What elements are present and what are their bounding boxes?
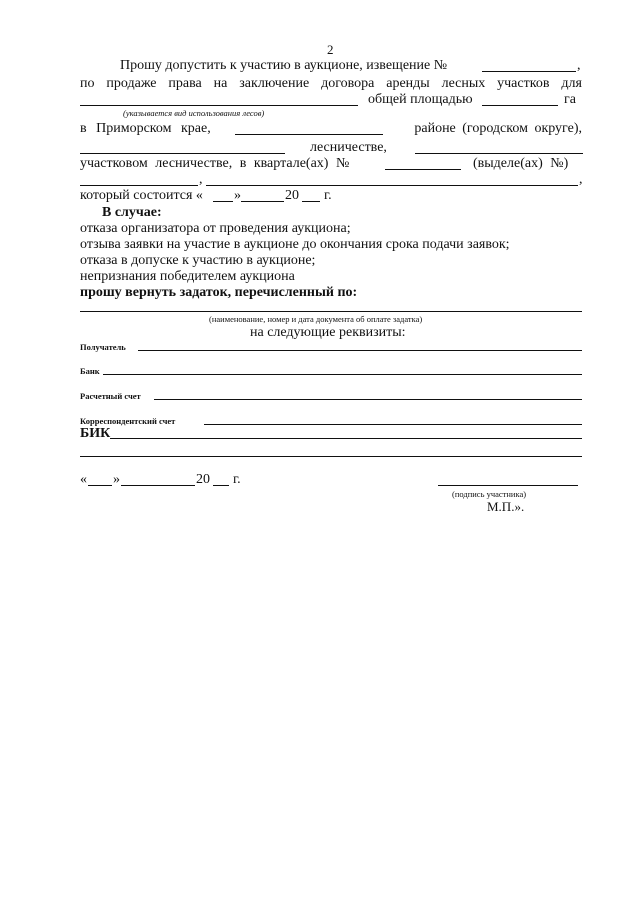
sign-month-field[interactable] <box>121 485 195 486</box>
word: заключение <box>239 76 310 91</box>
sign-year-suffix: г. <box>233 472 241 487</box>
case-item: отзыва заявки на участие в аукционе до окончания срока подачи заявок; <box>80 237 510 252</box>
comma: , <box>579 172 583 187</box>
case-item: непризнания победителем аукциона <box>80 269 295 284</box>
word: права <box>168 76 202 91</box>
sign-day-field[interactable] <box>88 485 112 486</box>
forest-use-hint: (указывается вид использования лесов) <box>123 108 265 118</box>
corr-account-field[interactable] <box>204 424 582 425</box>
year-prefix: 20 <box>285 188 299 203</box>
word: лесных <box>441 76 486 91</box>
payment-document-hint: (наименование, номер и дата документа об оплате задатка) <box>209 314 423 324</box>
sign-year-prefix: 20 <box>196 472 210 487</box>
in-case-heading: В случае: <box>102 205 162 220</box>
forest-use-field[interactable] <box>80 105 358 106</box>
quarter-number-field[interactable] <box>385 169 461 170</box>
case-item: отказа организатора от проведения аукциона; <box>80 221 351 236</box>
recipient-label: Получатель <box>80 342 126 352</box>
account-field[interactable] <box>154 399 582 400</box>
bank-field[interactable] <box>103 374 582 375</box>
forestry-field-right[interactable] <box>415 153 583 154</box>
word: по <box>80 76 95 91</box>
auction-year-field[interactable] <box>302 201 320 202</box>
corr-account-label: Корреспондентский счет <box>80 416 176 426</box>
plot-label: (выделе(ах) №) <box>473 156 569 171</box>
auction-date-label: который состоится « <box>80 188 203 203</box>
date-close-quote: » <box>113 472 120 487</box>
quarter-label: участковом лесничестве, в квартале(ах) № <box>80 156 350 171</box>
plot-number-field[interactable] <box>80 185 198 186</box>
account-label: Расчетный счет <box>80 391 141 401</box>
case-item: отказа в допуске к участию в аукционе; <box>80 253 316 268</box>
auction-month-field[interactable] <box>241 201 284 202</box>
word: участков <box>497 76 550 91</box>
bik-label: БИК <box>80 426 111 441</box>
stamp-label: М.П.». <box>487 499 525 514</box>
plot-details-field[interactable] <box>206 185 578 186</box>
payment-document-field[interactable] <box>80 311 582 312</box>
return-deposit-heading: прошу вернуть задаток, перечисленный по: <box>80 285 358 300</box>
signature-hint: (подпись участника) <box>452 489 527 499</box>
signature-field[interactable] <box>438 485 578 486</box>
date-open-quote: « <box>80 472 87 487</box>
quote-close: » <box>234 188 241 203</box>
bik-field[interactable] <box>110 438 582 439</box>
region-start: в Приморском крае, <box>80 121 211 136</box>
comma: , <box>577 58 581 73</box>
lease-sentence <box>80 76 582 92</box>
word: продаже <box>106 76 157 91</box>
extra-field[interactable] <box>80 456 582 457</box>
forestry-field-left[interactable] <box>80 153 285 154</box>
district-field[interactable] <box>235 134 383 135</box>
recipient-field[interactable] <box>138 350 582 351</box>
notice-number-field[interactable] <box>482 71 576 72</box>
page-number: 2 <box>327 42 334 57</box>
area-field[interactable] <box>482 105 558 106</box>
district-label: районе (городском округе), <box>414 121 582 136</box>
sign-year-field[interactable] <box>213 485 229 486</box>
forestry-label: лесничестве, <box>310 140 387 155</box>
bank-label: Банк <box>80 366 100 376</box>
area-label: общей площадью <box>368 92 473 107</box>
requisites-heading: на следующие реквизиты: <box>250 325 406 340</box>
word: на <box>213 76 228 91</box>
word: договора <box>321 76 375 91</box>
word: аренды <box>386 76 430 91</box>
word: для <box>561 76 582 91</box>
comma: , <box>199 172 203 187</box>
year-suffix: г. <box>324 188 332 203</box>
application-intro: Прошу допустить к участию в аукционе, извещение № <box>120 58 448 73</box>
hectare-unit: га <box>564 92 576 107</box>
auction-day-field[interactable] <box>213 201 233 202</box>
